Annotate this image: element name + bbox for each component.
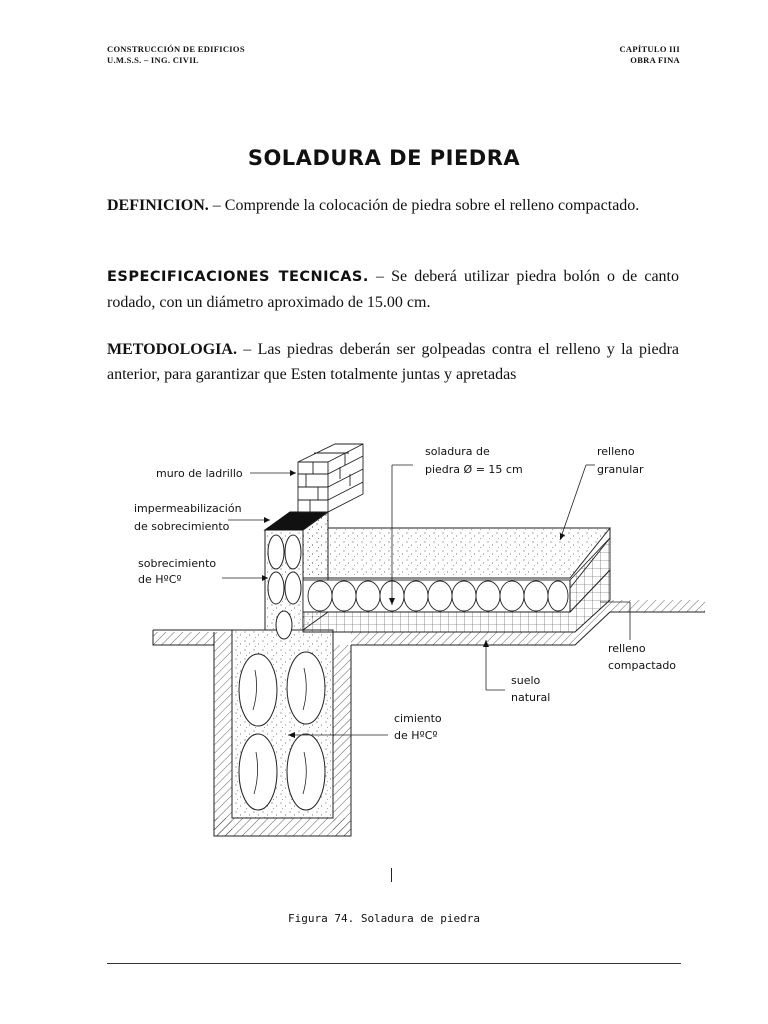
label-cimiento-1: cimiento	[394, 712, 442, 725]
label-cimiento-2: de HºCº	[394, 729, 438, 742]
label-suelo-2: natural	[511, 691, 551, 704]
label-sobrecimiento-2: de HºCº	[138, 573, 182, 586]
trench-wall-right	[333, 645, 351, 836]
metodologia-label: METODOLOGIA.	[107, 341, 237, 358]
figure-caption: Figura 74. Soladura de piedra	[287, 912, 481, 925]
header-university: U.M.S.S. – ING. CIVIL	[107, 55, 199, 65]
definicion-label: DEFINICION.	[107, 197, 209, 214]
footer-divider	[107, 963, 681, 964]
muro-de-ladrillo	[298, 444, 363, 512]
label-soladura-2: piedra Ø = 15 cm	[425, 463, 523, 476]
label-relleno-compactado-2: compactado	[608, 659, 677, 672]
definicion-paragraph	[107, 193, 679, 218]
definicion-text: – Comprende la colocación de piedra sobre el relleno compactado.	[208, 197, 640, 214]
trench-bottom	[214, 818, 351, 836]
relleno-granular	[303, 512, 610, 578]
construction-diagram	[0, 420, 768, 850]
cursor-mark	[391, 868, 392, 882]
header-right	[619, 44, 680, 66]
trench-wall-left	[214, 632, 232, 836]
header-left	[107, 44, 245, 66]
page-title: SOLADURA DE PIEDRA	[247, 146, 521, 170]
label-impermeabilizacion-2: de sobrecimiento	[134, 520, 230, 533]
header-chapter: CAPÍTULO III	[619, 44, 680, 54]
label-relleno-granular-1: relleno	[597, 445, 635, 458]
label-muro: muro de ladrillo	[156, 467, 243, 480]
label-sobrecimiento-1: sobrecimiento	[138, 557, 217, 570]
label-suelo-1: suelo	[511, 674, 541, 687]
ground-hatch-left	[153, 632, 214, 645]
header-course: CONSTRUCCIÓN DE EDIFICIOS	[107, 44, 245, 54]
header-section: OBRA FINA	[630, 55, 680, 65]
label-relleno-granular-2: granular	[597, 463, 644, 476]
label-relleno-compactado-1: relleno	[608, 642, 646, 655]
label-soladura-1: soladura de	[425, 445, 490, 458]
metodologia-text: – Las piedras deberán ser golpeadas contra el relleno y la piedra anterior, para garantizar que Esten totalmente juntas y apretadas	[107, 341, 679, 383]
especificaciones-text: – Se deberá utilizar piedra bolón o de canto rodado, con un diámetro aproximado de 15.00 cm.	[107, 268, 679, 311]
especificaciones-paragraph	[107, 264, 679, 315]
especificaciones-label: ESPECIFICACIONES TECNICAS.	[107, 269, 369, 285]
metodologia-paragraph	[107, 337, 679, 387]
label-impermeabilizacion-1: impermeabilización	[134, 502, 242, 515]
